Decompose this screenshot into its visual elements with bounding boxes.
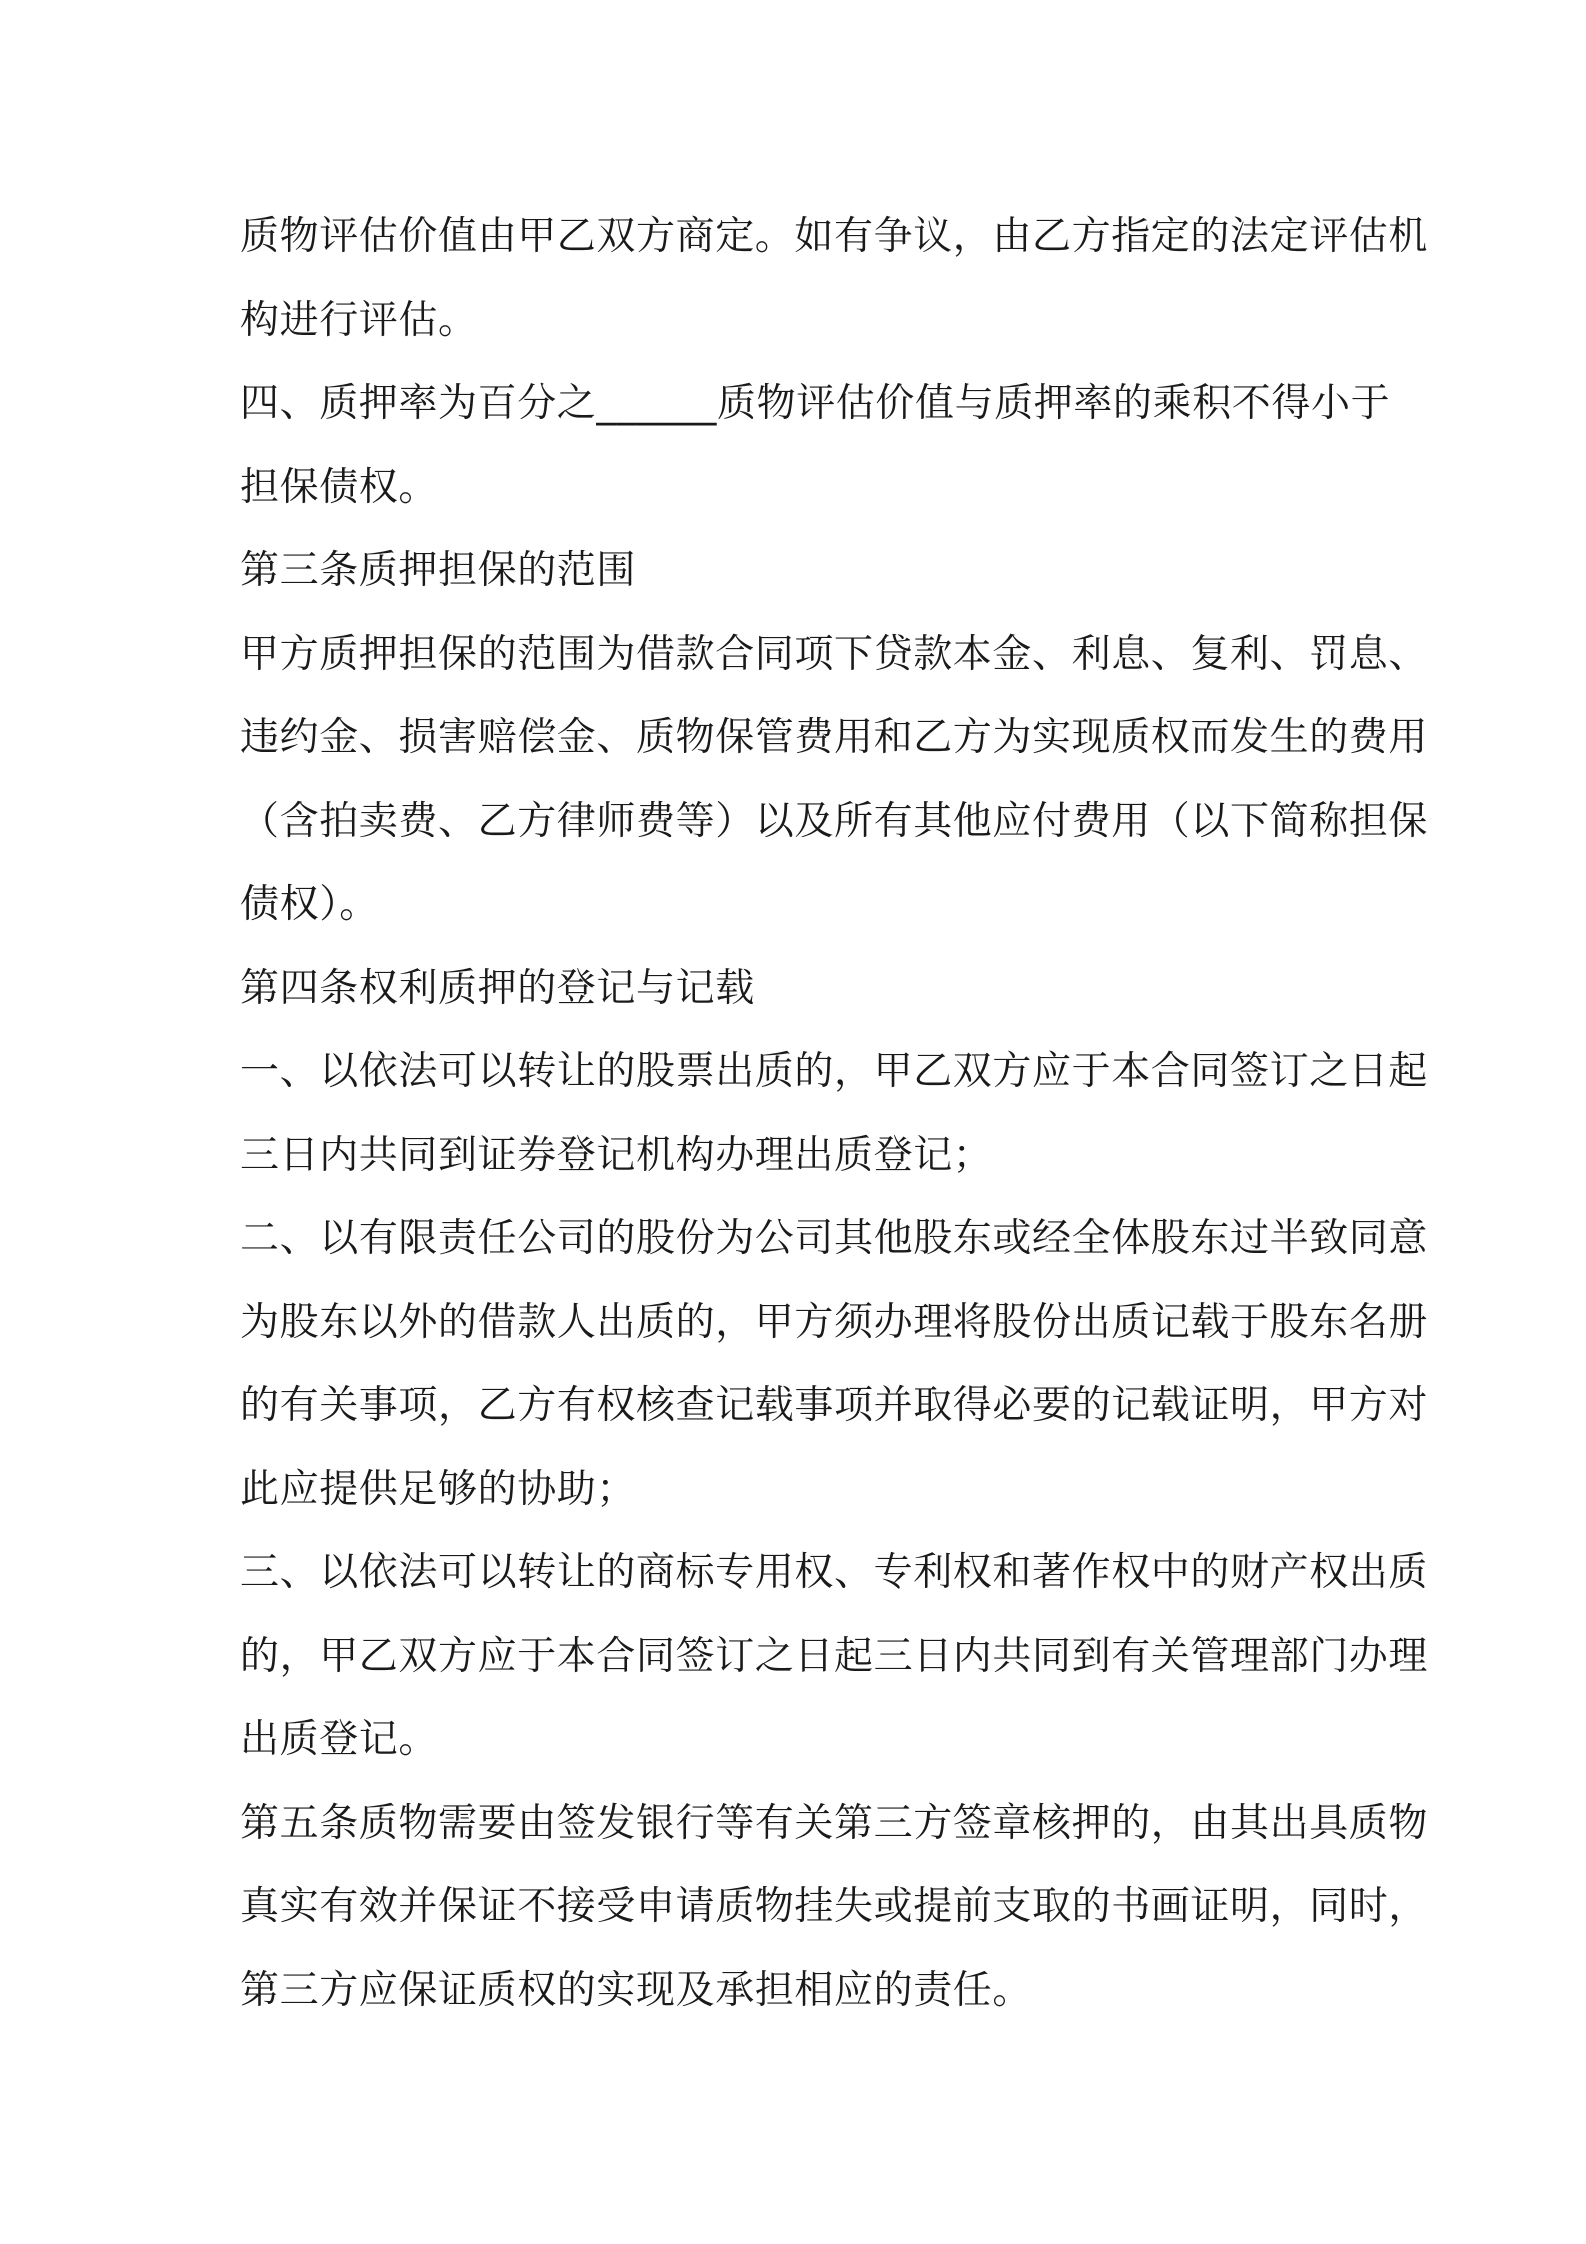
text-line-17: 三、以依法可以转让的商标专用权、专利权和著作权中的财产权出质 bbox=[240, 1550, 1429, 1595]
text-line-15: 的有关事项，乙方有权核查记载事项并取得必要的记载证明，甲方对 bbox=[240, 1383, 1429, 1428]
text-line-13: 二、以有限责任公司的股份为公司其他股东或经全体股东过半致同意 bbox=[240, 1216, 1429, 1261]
text-line-12: 三日内共同到证券登记机构办理出质登记； bbox=[240, 1132, 993, 1178]
text-line-3: 四、质押率为百分之______质物评估价值与质押率的乘积不得小于 bbox=[240, 381, 1391, 426]
text-line-16: 此应提供足够的协助； bbox=[240, 1466, 637, 1512]
text-line-8: （含拍卖费、乙方律师费等）以及所有其他应付费用（以下简称担保 bbox=[240, 798, 1429, 844]
text-line-14: 为股东以外的借款人出质的，甲方须办理将股份出质记载于股东名册 bbox=[240, 1299, 1429, 1345]
text-line-7: 违约金、损害赔偿金、质物保管费用和乙方为实现质权而发生的费用 bbox=[240, 715, 1429, 760]
section-heading-article-4: 第四条权利质押的登记与记载 bbox=[240, 965, 755, 1011]
text-line-20: 第五条质物需要由签发银行等有关第三方签章核押的，由其出具质物 bbox=[240, 1800, 1429, 1846]
text-line-2: 构进行评估。 bbox=[240, 297, 478, 343]
document-body bbox=[240, 195, 1429, 2032]
text-line-18: 的，甲乙双方应于本合同签订之日起三日内共同到有关管理部门办理 bbox=[240, 1633, 1429, 1679]
text-line-22: 第三方应保证质权的实现及承担相应的责任。 bbox=[240, 1967, 1033, 2013]
text-line-19: 出质登记。 bbox=[240, 1717, 439, 1762]
text-line-21: 真实有效并保证不接受申请质物挂失或提前支取的书画证明，同时， bbox=[240, 1884, 1429, 1929]
text-line-11: 一、以依法可以转让的股票出质的，甲乙双方应于本合同签订之日起 bbox=[240, 1049, 1429, 1094]
section-heading-article-3: 第三条质押担保的范围 bbox=[240, 548, 637, 593]
text-line-4: 担保债权。 bbox=[240, 464, 439, 510]
text-line-6: 甲方质押担保的范围为借款合同项下贷款本金、利息、复利、罚息、 bbox=[240, 631, 1429, 677]
text-line-1: 质物评估价值由甲乙双方商定。如有争议，由乙方指定的法定评估机 bbox=[240, 214, 1429, 259]
text-line-9: 债权）。 bbox=[240, 882, 379, 927]
